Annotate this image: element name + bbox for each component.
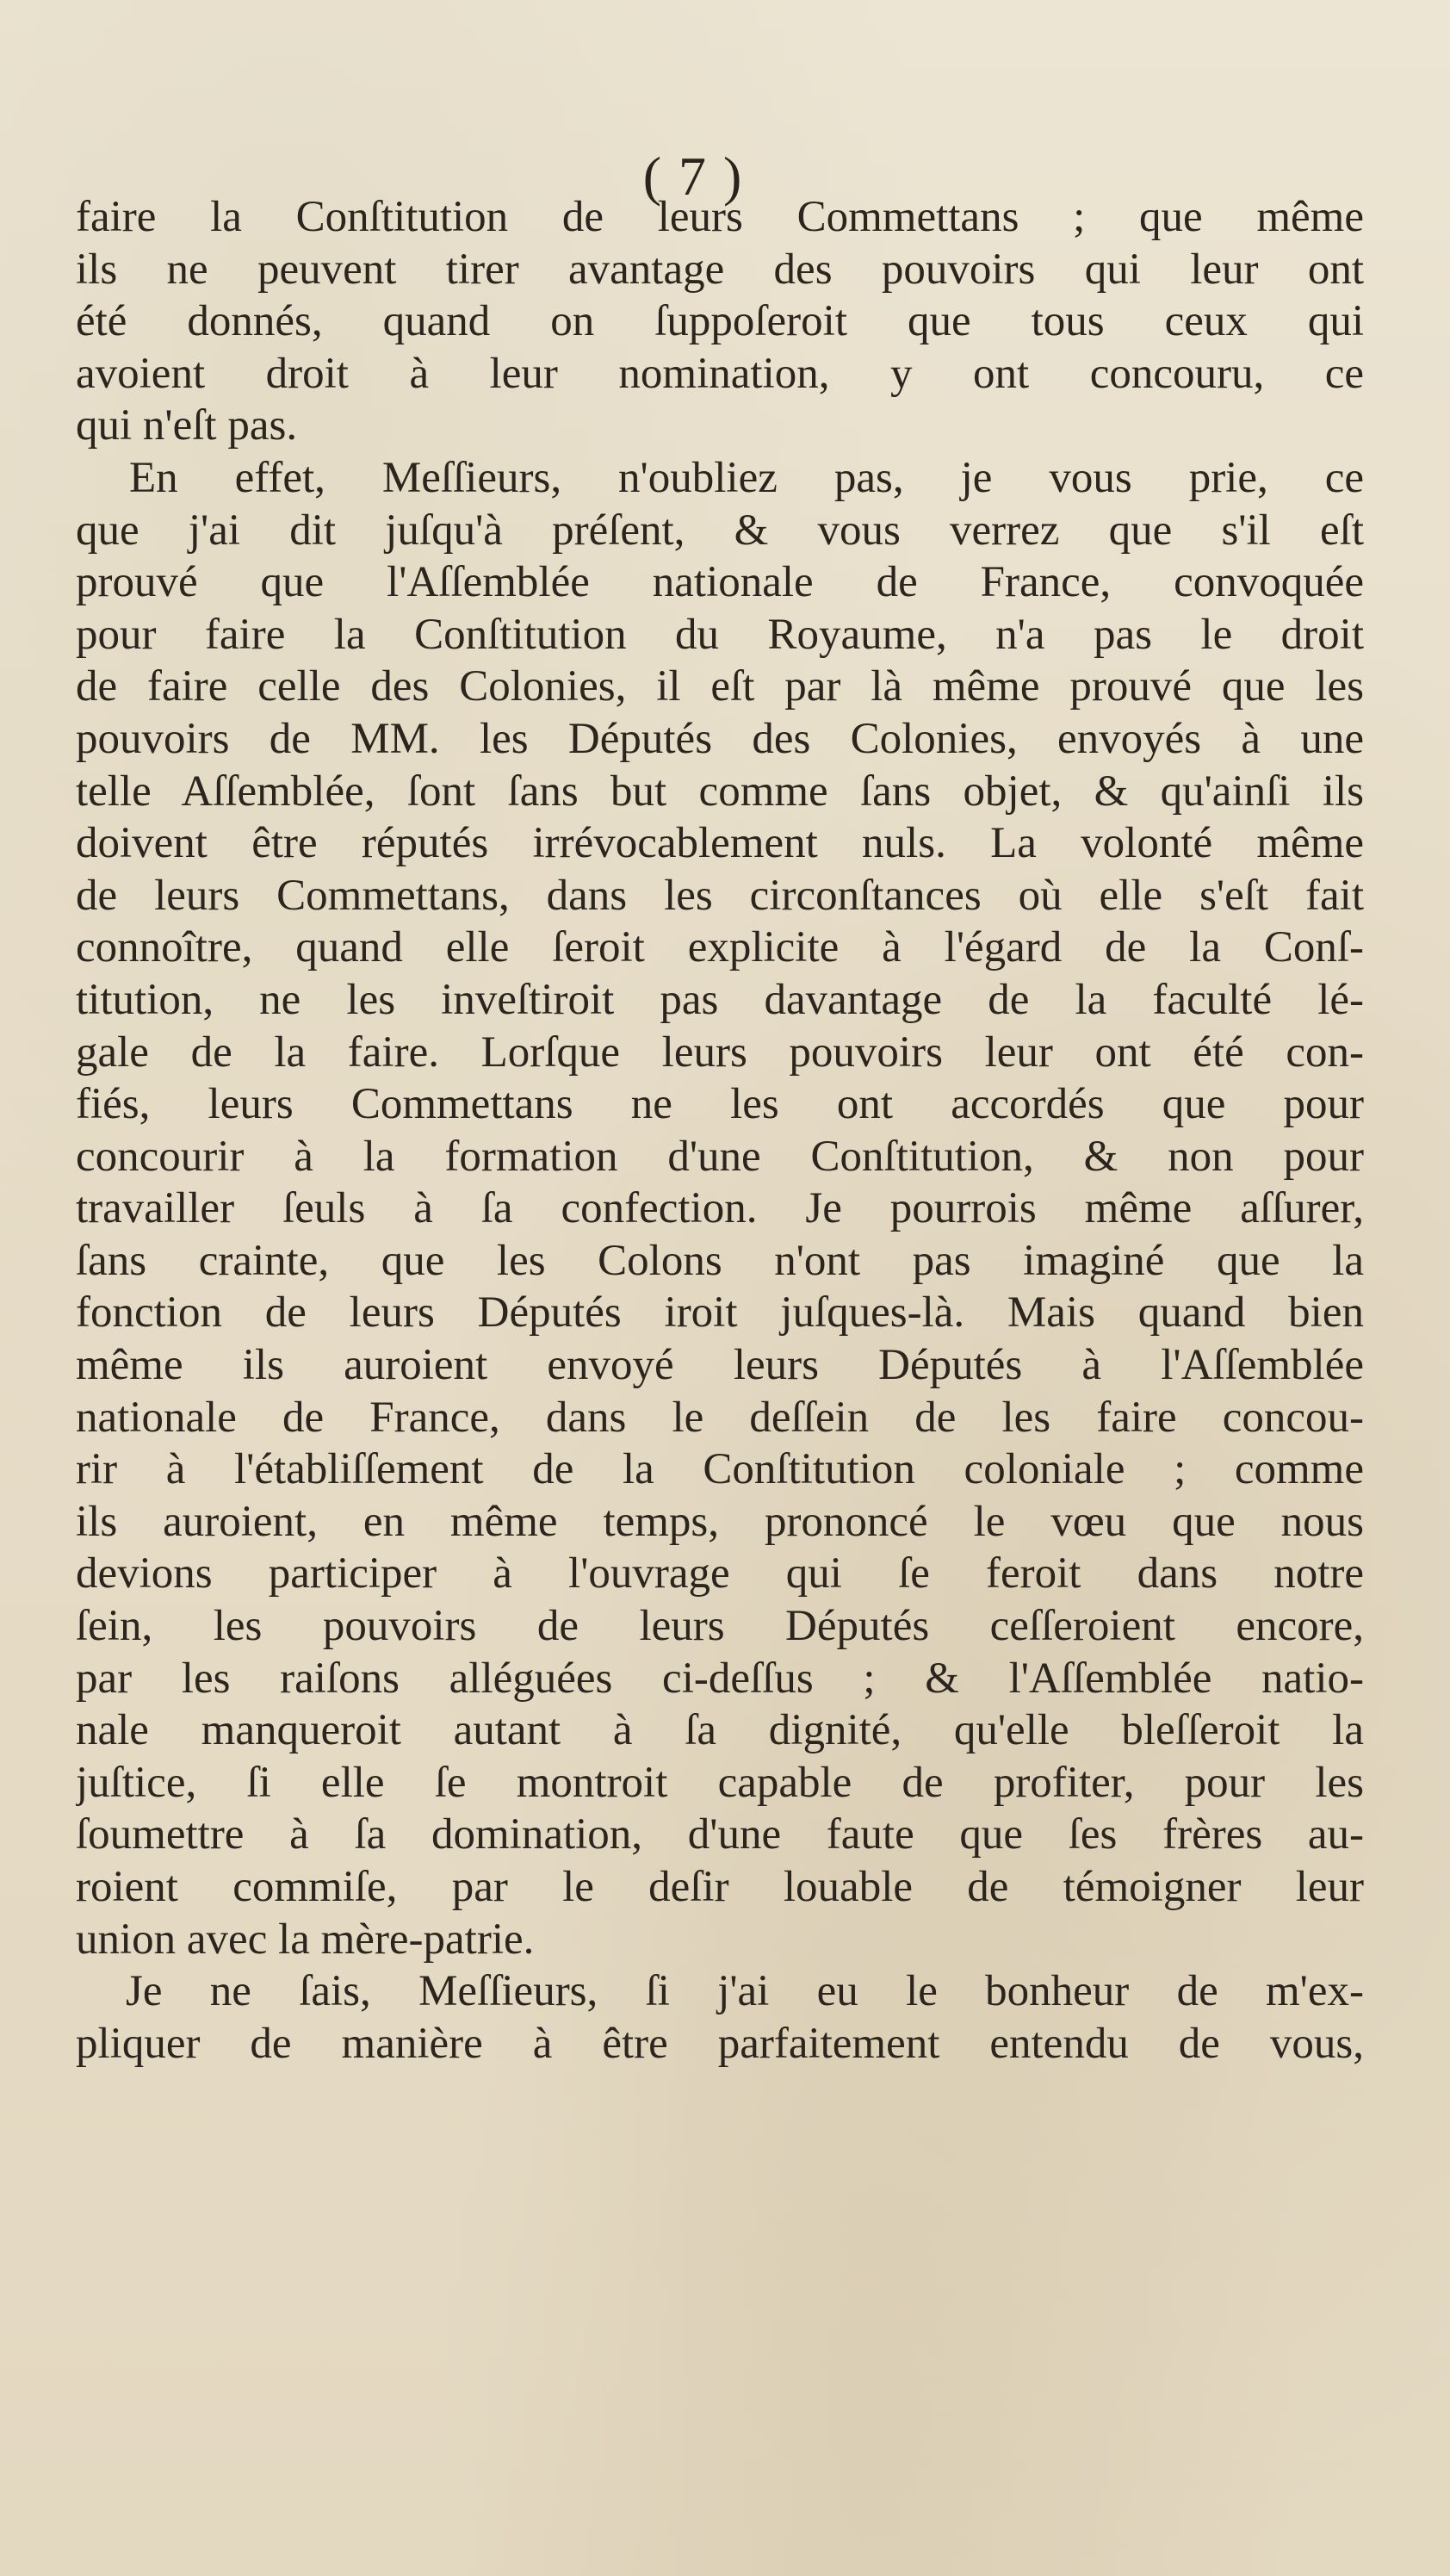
text-line: concourir à la formation d'une Conſtitution, & non pour	[76, 1132, 1364, 1181]
text-line: de faire celle des Colonies, il eſt par là même prouvé que les	[76, 662, 1364, 711]
text-line: pliquer de manière à être parfaitement entendu de vous,	[76, 2019, 1364, 2068]
text-line: gale de la faire. Lorſque leurs pouvoirs leur ont été con-	[76, 1027, 1364, 1077]
text-line: connoître, quand elle ſeroit explicite à l'égard de la Conſ-	[76, 923, 1364, 972]
text-line: ſoumettre à ſa domination, d'une faute que ſes frères au-	[76, 1810, 1364, 1859]
text-line: roient commiſe, par le deſir louable de témoigner leur	[76, 1863, 1364, 1911]
text-line: En effet, Meſſieurs, n'oubliez pas, je vous prie, ce	[129, 453, 1364, 502]
text-line: doivent être réputés irrévocablement nuls. La volonté même	[76, 819, 1364, 868]
text-line: même ils auroient envoyé leurs Députés à l'Aſſemblée	[76, 1341, 1364, 1390]
text-line: ils auroient, en même temps, prononcé le vœu que nous	[76, 1497, 1364, 1546]
text-line: qui n'eſt pas.	[76, 401, 298, 450]
text-line: union avec la mère-patrie.	[76, 1915, 535, 1964]
body-text	[76, 191, 1364, 2070]
text-line: titution, ne les inveſtiroit pas davantage de la faculté lé-	[76, 975, 1364, 1024]
text-line: que j'ai dit juſqu'à préſent, & vous verrez que s'il eſt	[76, 506, 1364, 555]
text-line: été donnés, quand on ſuppoſeroit que tous ceux qui	[76, 297, 1364, 346]
text-line: pouvoirs de MM. les Députés des Colonies, envoyés à une	[76, 714, 1364, 763]
text-line: telle Aſſemblée, ſont ſans but comme ſans objet, & qu'ainſi ils	[76, 767, 1364, 816]
text-line: Je ne ſais, Meſſieurs, ſi j'ai eu le bonheur de m'ex-	[126, 1967, 1364, 2016]
text-line: fiés, leurs Commettans ne les ont accordés que pour	[76, 1080, 1364, 1129]
text-line: pour faire la Conſtitution du Royaume, n'a pas le droit	[76, 610, 1364, 659]
text-line: devions participer à l'ouvrage qui ſe feroit dans notre	[76, 1549, 1364, 1598]
text-line: avoient droit à leur nomination, y ont concouru, ce	[76, 349, 1364, 398]
text-line: par les raiſons alléguées ci-deſſus ; & l'Aſſemblée natio-	[76, 1654, 1364, 1703]
text-line: travailler ſeuls à ſa confection. Je pourrois même aſſurer,	[76, 1184, 1364, 1233]
text-line: faire la Conſtitution de leurs Commettans ; que même	[76, 193, 1364, 241]
text-line: rir à l'établiſſement de la Conſtitution coloniale ; comme	[76, 1445, 1364, 1494]
text-line: prouvé que l'Aſſemblée nationale de France, convoquée	[76, 558, 1364, 607]
text-line: de leurs Commettans, dans les circonſtances où elle s'eſt fait	[76, 871, 1364, 920]
text-line: ſans crainte, que les Colons n'ont pas imaginé que la	[76, 1236, 1364, 1285]
text-line: ſein, les pouvoirs de leurs Députés ceſſeroient encore,	[76, 1602, 1364, 1651]
text-line: nale manqueroit autant à ſa dignité, qu'elle bleſſeroit la	[76, 1706, 1364, 1755]
text-line: juſtice, ſi elle ſe montroit capable de profiter, pour les	[76, 1758, 1364, 1807]
page-number: ( 7 )	[642, 146, 744, 207]
text-line: fonction de leurs Députés iroit juſques-là. Mais quand bien	[76, 1288, 1364, 1338]
text-line: ils ne peuvent tirer avantage des pouvoirs qui leur ont	[76, 245, 1364, 294]
text-line: nationale de France, dans le deſſein de les faire concou-	[76, 1393, 1364, 1442]
